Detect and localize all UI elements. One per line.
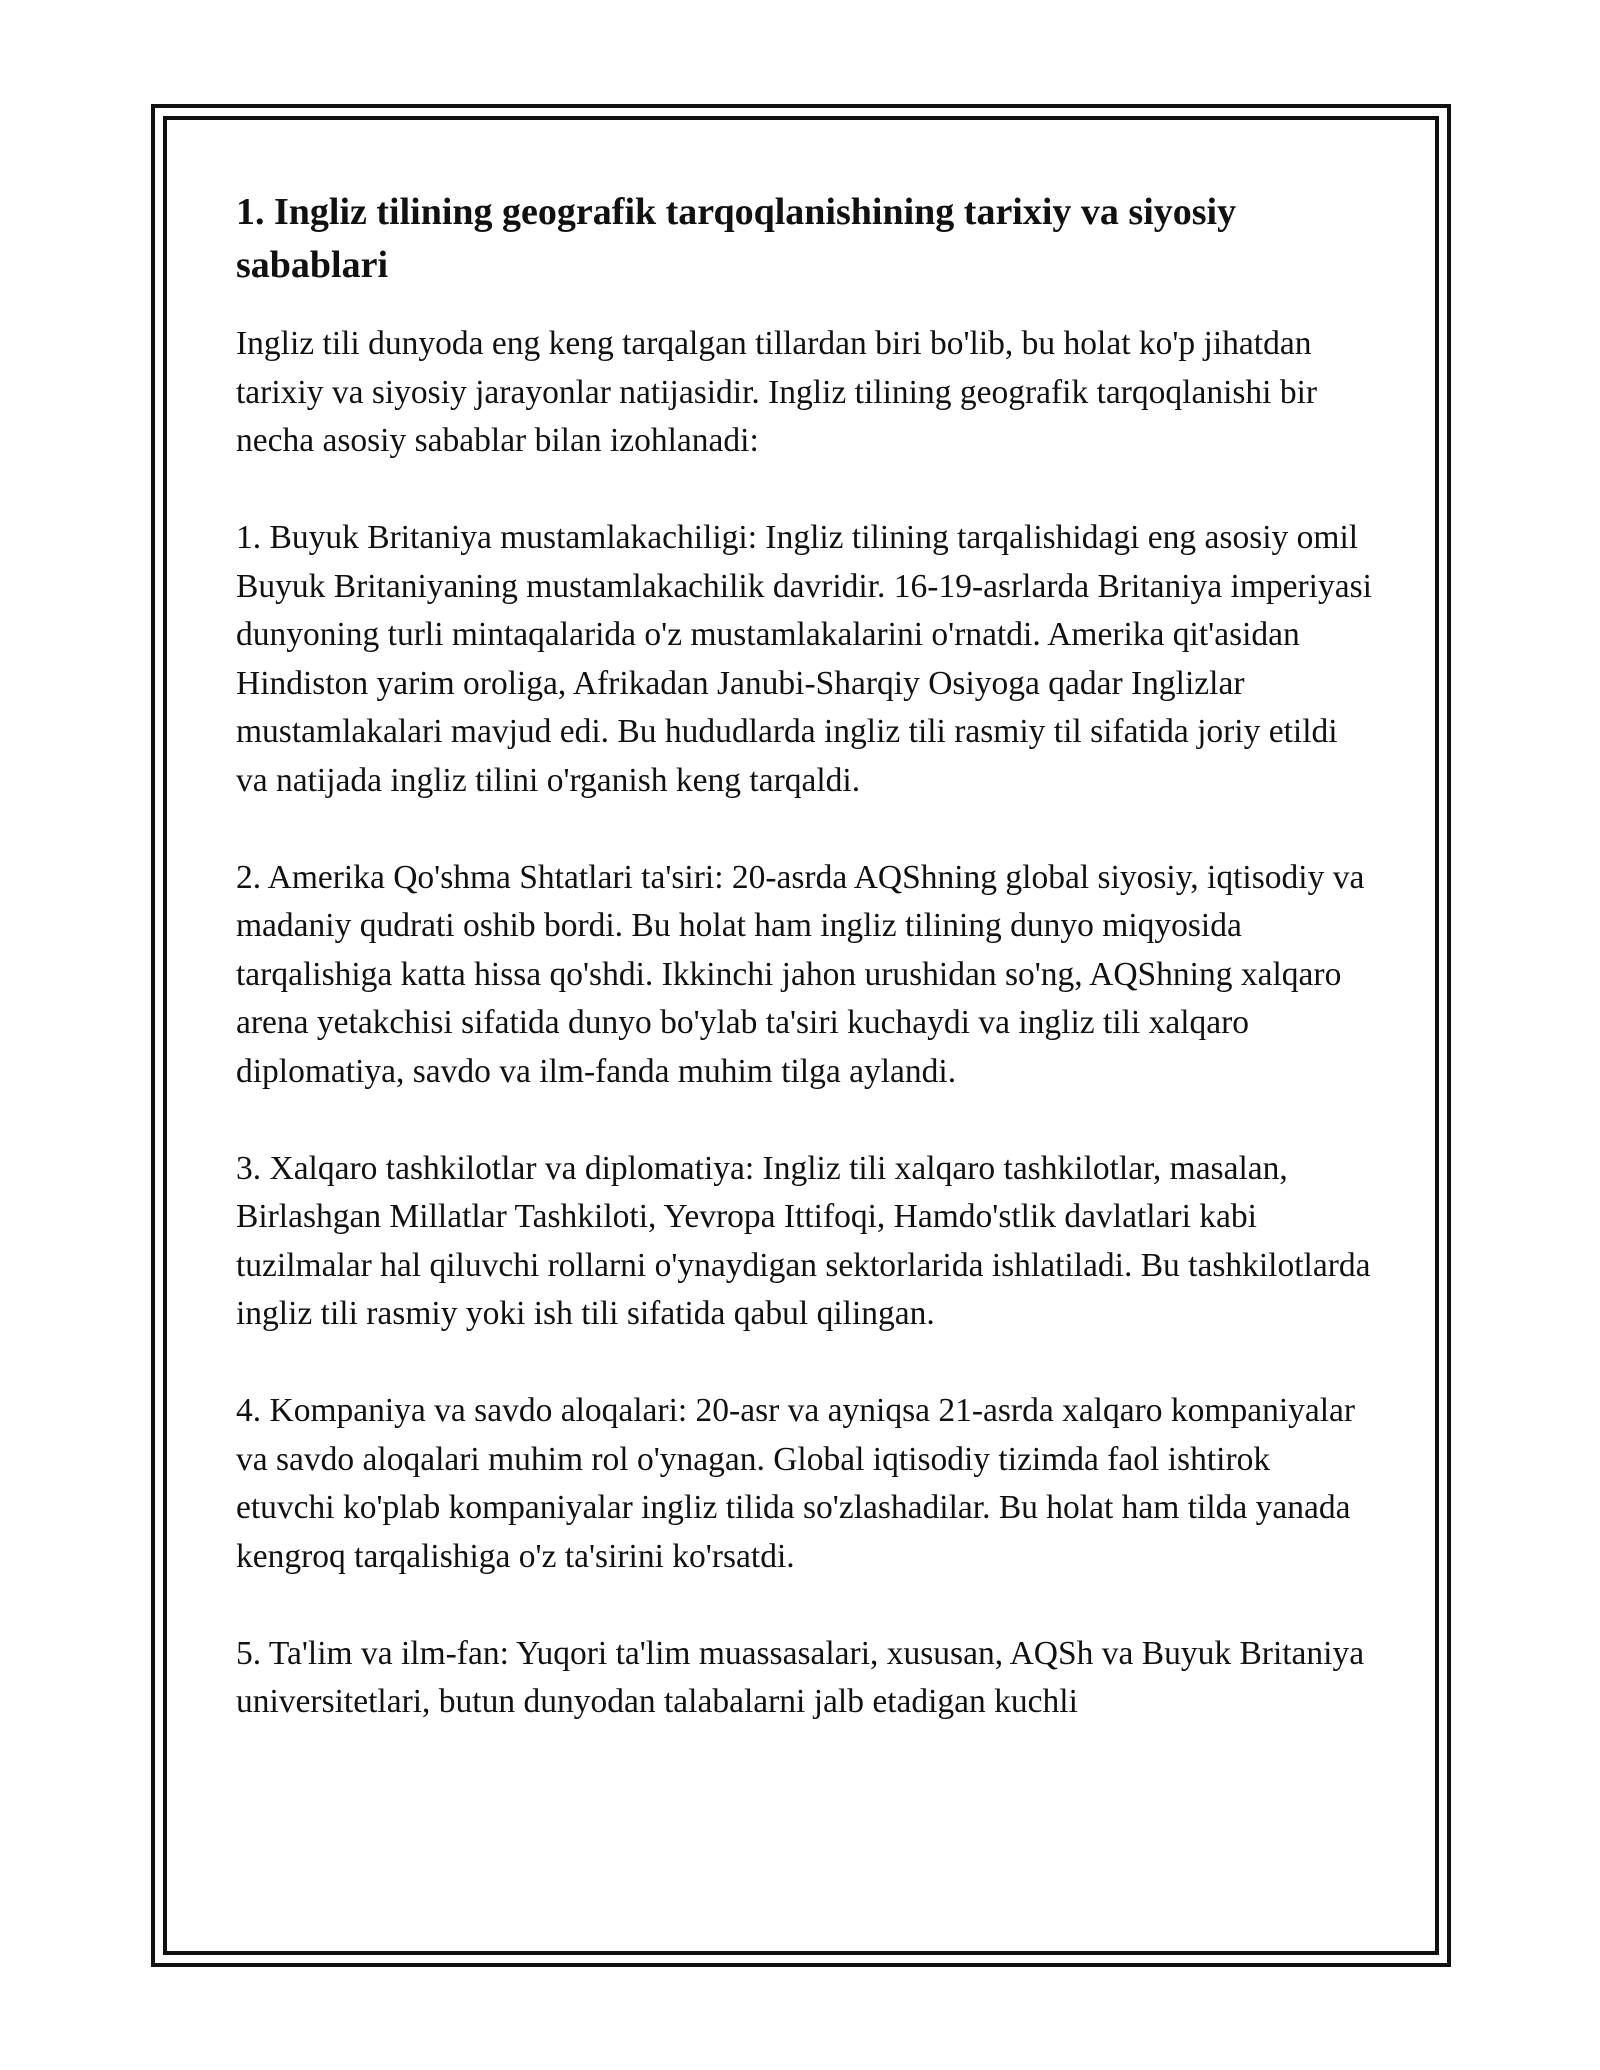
point-paragraph-3: 3. Xalqaro tashkilotlar va diplomatiya: Ingliz tili xalqaro tashkilotlar, masalan, Birlashgan Millatlar Tashkiloti, Yevropa Ittifoqi, Hamdo'stlik davlatlari kabi tuzilmalar hal qiluvchi rollarni o'ynaydigan sektorlarida ishlatiladi. Bu tashkilotlarda ingliz tili rasmiy yoki ish tili sifatida qabul qilingan. [236, 1149, 1371, 1332]
point-paragraph-2: 2. Amerika Qo'shma Shtatlari ta'siri: 20-asrda AQShning global siyosiy, iqtisodiy va madaniy qudrati oshib bordi. Bu holat ham ingliz tilining dunyo miqyosida tarqalishiga katta hissa qo'shdi. Ikkinchi jahon urushidan so'ng, AQShning xalqaro arena yetakchisi sifatida dunyo bo'ylab ta'siri kuchaydi va ingliz tili xalqaro diplomatiya, savdo va ilm-fanda muhim tilga aylandi. [236, 858, 1365, 1090]
point-paragraph-1: 1. Buyuk Britaniya mustamlakachiligi: Ingliz tilining tarqalishidagi eng asosiy omil Buyuk Britaniyaning mustamlakachilik davridir. 16-19-asrlarda Britaniya imperiyasi dunyoning turli mintaqalarida o'z mustamlakalarini o'rnatdi. Amerika qit'asidan Hindiston yarim oroliga, Afrikadan Janubi-Sharqiy Osiyoga qadar Inglizlar mustamlakalari mavjud edi. Bu hududlarda ingliz tili rasmiy til sifatida joriy etildi va natijada ingliz tilini o'rganish keng tarqaldi. [236, 519, 1372, 799]
document-title: 1. Ingliz tilining geografik tarqoqlanishining tarixiy va siyosiy sabablari [236, 191, 1237, 286]
document-body [236, 186, 1376, 1775]
intro-paragraph: Ingliz tili dunyoda eng keng tarqalgan tillardan biri bo'lib, bu holat ko'p jihatdan tarixiy va siyosiy jarayonlar natijasidir. Ingliz tilining geografik tarqoqlanishi bir necha asosiy sabablar bilan izohlanadi: [236, 325, 1318, 459]
point-paragraph-5: 5. Ta'lim va ilm-fan: Yuqori ta'lim muassasalari, xususan, AQSh va Buyuk Britaniya universitetlari, butun dunyodan talabalarni jalb etadigan kuchli [236, 1634, 1365, 1720]
point-paragraph-4: 4. Kompaniya va savdo aloqalari: 20-asr va ayniqsa 21-asrda xalqaro kompaniyalar va savdo aloqalari muhim rol o'ynagan. Global iqtisodiy tizimda faol ishtirok etuvchi ko'plab kompaniyalar ingliz tilida so'zlashadilar. Bu holat ham tilda yanada kengroq tarqalishiga o'z ta'sirini ko'rsatdi. [236, 1392, 1356, 1575]
